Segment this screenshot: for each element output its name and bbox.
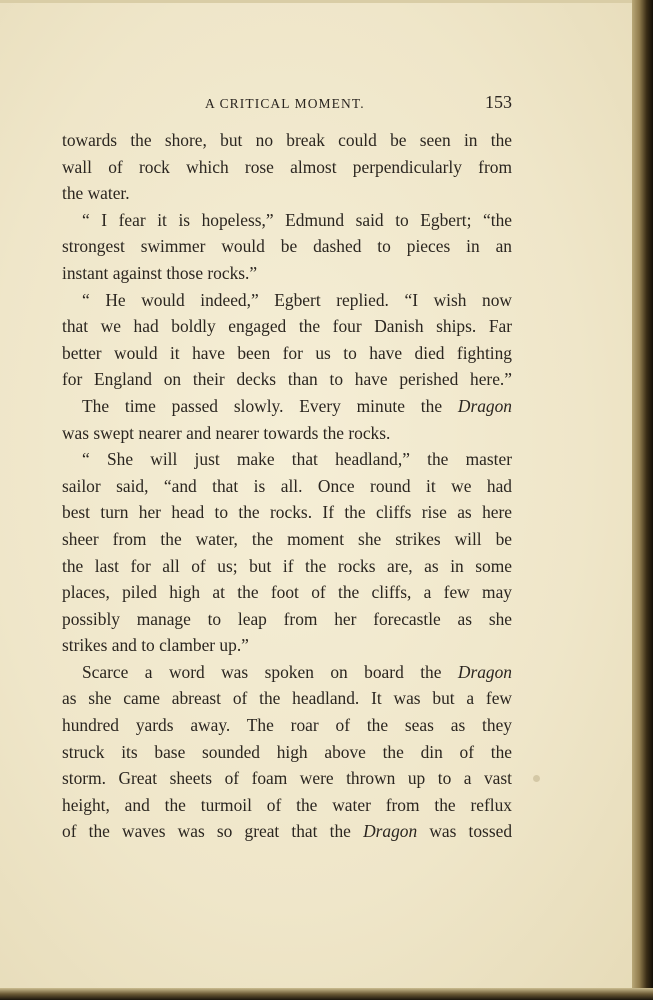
text-line [62,393,512,420]
page-bottom-edge [0,988,653,1000]
text-line: struck its base sounded high above the din of the [62,741,512,762]
page-top-edge [0,0,653,3]
text-line: sheer from the water, the moment she strikes will be [62,528,512,549]
text-line: towards the shore, but no break could be seen in the [62,130,512,150]
text-line: “ I fear it is hopeless,” Edmund said to Egbert; “the [82,209,512,230]
text-line: “ He would indeed,” Egbert replied. “I wish now [82,289,512,310]
text-line: was swept nearer and nearer towards the rocks. [62,422,391,443]
body-text [62,127,512,845]
text-line: strongest swimmer would be dashed to pieces in an [62,236,512,257]
text-span: was tossed [417,821,513,842]
text-line [62,818,512,845]
text-line: sailor said, “and that is all. Once round it we had [62,475,512,496]
text-line: for England on their decks than to have perished here.” [62,369,512,390]
ship-name: Dragon [363,821,418,842]
text-line [62,659,512,686]
ship-name: Dragon [457,395,512,416]
paper-spot [533,775,540,782]
text-line: possibly manage to leap from her forecastle as she [62,608,512,629]
text-line: the water. [62,183,130,204]
page-number: 153 [485,92,512,112]
text-line: storm. Great sheets of foam were thrown up to a vast [62,768,512,789]
text-line: hundred yards away. The roar of the seas as they [62,715,512,736]
text-span: of the waves was so great that the [62,821,364,842]
text-line: the last for all of us; but if the rocks are, as in some [62,555,512,576]
text-line: “ She will just make that headland,” the master [82,449,512,470]
text-line: better would it have been for us to have died fighting [62,342,512,363]
text-line: height, and the turmoil of the water from the reflux [62,794,512,815]
text-span: Scarce a word was spoken on board the [82,661,458,682]
book-spine-edge [632,0,653,1000]
page-header [62,92,512,116]
text-line: best turn her head to the rocks. If the cliffs rise as here [62,502,512,523]
text-line: wall of rock which rose almost perpendicularly from [62,156,512,177]
text-line: as she came abreast of the headland. It was but a few [62,688,512,709]
ship-name: Dragon [457,661,512,682]
text-line: places, piled high at the foot of the cliffs, a few may [62,582,512,603]
text-line: instant against those rocks.” [62,262,258,283]
text-line: strikes and to clamber up.” [62,635,249,656]
text-span: The time passed slowly. Every minute the [82,395,458,416]
text-line: that we had boldly engaged the four Danish ships. Far [62,316,512,337]
running-head: A CRITICAL MOMENT. [205,96,365,111]
